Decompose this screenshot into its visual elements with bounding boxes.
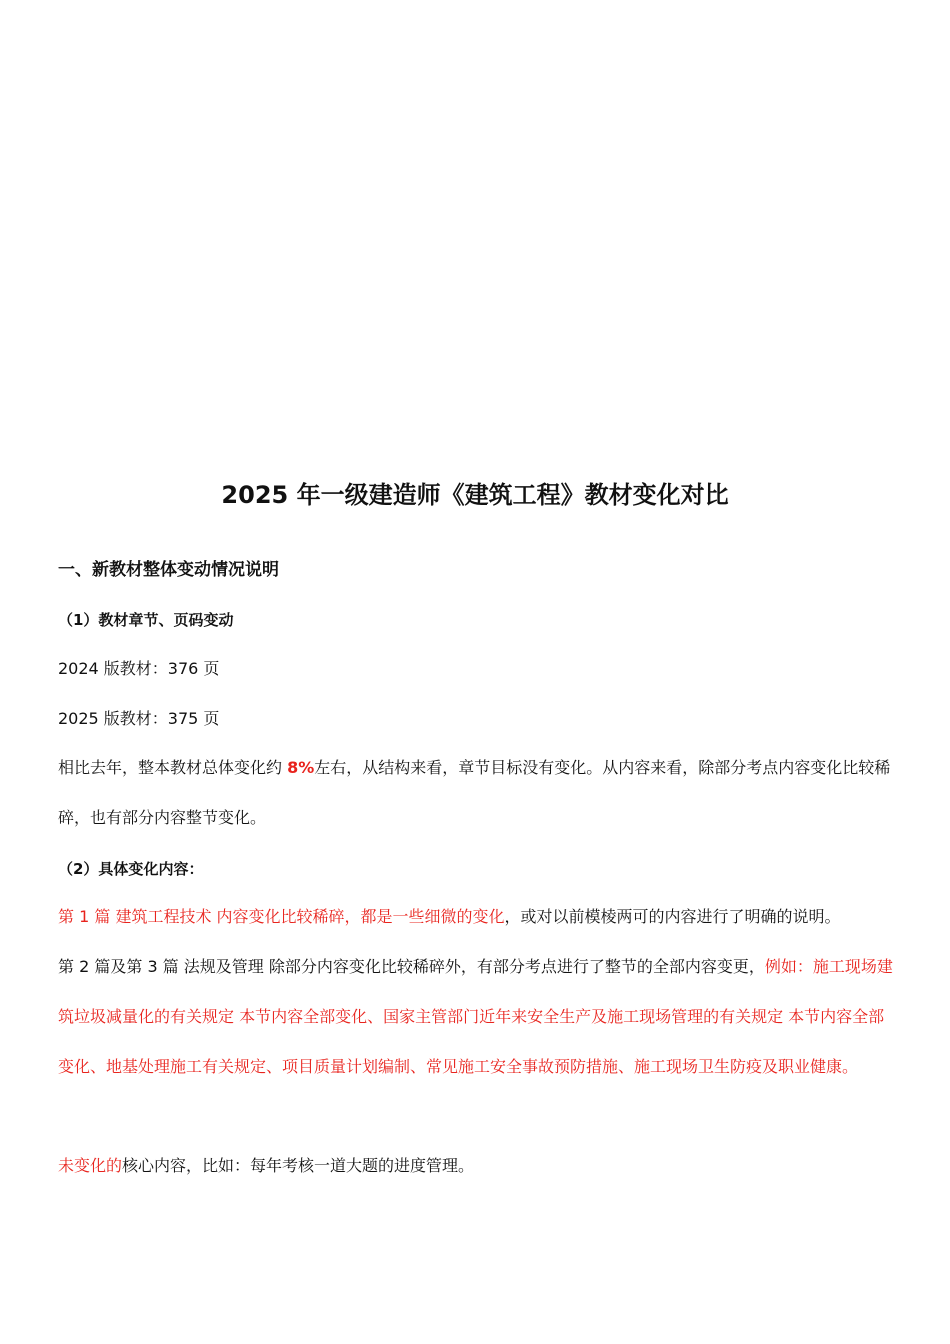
- section-heading: 一、新教材整体变动情况说明: [58, 560, 279, 580]
- summary-text-after: 左右，从结构来看，章节目标没有变化。从内容来看，除部分考点内容变化比较稀碎，也有部分内容整节变化。: [58, 758, 891, 827]
- part2-highlight: 例如：施工现场建筑垃圾减量化的有关规定 本节内容全部变化、国家主管部门近年来安全生产及施工现场管理的有关规定 本节内容全部变化、地基处理施工有关规定、项目质量计划编制、常见施工安全事故预防措施、施工现场卫生防疫及职业健康。: [58, 957, 893, 1076]
- part2-text: 第 2 篇及第 3 篇 法规及管理 除部分内容变化比较稀碎外，有部分考点进行了整节的全部内容变更，: [58, 957, 765, 976]
- page-count-2024: 2024 版教材：376 页: [58, 659, 220, 678]
- summary-text-before: 相比去年，整本教材总体变化约: [58, 758, 288, 777]
- part3-highlight: 未变化的: [58, 1156, 123, 1175]
- part2-paragraph: [58, 942, 894, 1092]
- page-count-2025: 2025 版教材：375 页: [58, 709, 220, 728]
- summary-paragraph: [58, 743, 894, 843]
- subsection-heading-page-changes: （1）教材章节、页码变动: [58, 611, 234, 629]
- part1-highlight: 第 1 篇 建筑工程技术 内容变化比较稀碎，都是一些细微的变化: [58, 907, 505, 926]
- subsection-heading-specific-changes: （2）具体变化内容：: [58, 860, 204, 878]
- change-percentage: 8%: [287, 758, 315, 777]
- part1-text: ，或对以前模棱两可的内容进行了明确的说明。: [504, 907, 841, 926]
- part3-text: 核心内容，比如：每年考核一道大题的进度管理。: [122, 1156, 475, 1175]
- part3-paragraph: [58, 1141, 894, 1191]
- part1-paragraph: [58, 892, 894, 942]
- document-title: 2025 年一级建造师《建筑工程》教材变化对比: [221, 481, 729, 509]
